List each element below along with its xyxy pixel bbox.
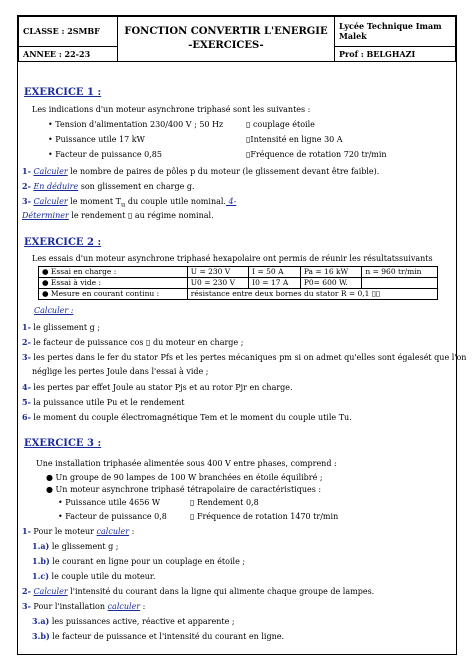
table-row <box>39 278 438 289</box>
q-number: 4- <box>22 382 31 392</box>
ex3-question-3b <box>32 631 284 642</box>
ex2-question-6 <box>22 412 352 423</box>
ex1-question-4 <box>22 211 214 221</box>
exercise-3-title: EXERCICE 3 : <box>24 438 102 449</box>
q-keyword: calculer <box>96 527 130 536</box>
ex1-bullet-3a: • Facteur de puissance 0,85 <box>48 150 162 159</box>
table-row <box>39 267 438 278</box>
ex3-question-3a <box>32 616 235 627</box>
q-number: 1.b) <box>32 556 50 566</box>
ex3-question-1c <box>32 571 155 582</box>
ex2-question-5 <box>22 397 184 408</box>
q-number: 1.c) <box>32 571 50 581</box>
ex1-question-2 <box>22 181 195 192</box>
q-number: 1.a) <box>32 541 50 551</box>
table-cell: I0 = 17 A <box>249 278 301 289</box>
table-cell: résistance entre deux bornes du stator R = 0,1 ▯▯ <box>187 289 437 300</box>
q-keyword: Calculer <box>33 167 68 176</box>
ex2-question-3-cont: néglige les pertes Joule dans l'essai à vide ; <box>32 367 209 376</box>
q-number: 3- <box>22 196 31 206</box>
q-text: du couple utile nominal. <box>125 197 226 206</box>
q-text: le glissement g ; <box>49 542 119 551</box>
q-text: le moment T <box>67 197 121 206</box>
ex2-question-2 <box>22 337 243 348</box>
q-text: le couple utile du moteur. <box>49 572 156 581</box>
ex3-bullet-2: ● Un moteur asynchrone triphasé tétrapolaire de caractéristiques : <box>46 485 322 494</box>
ex3-sub-2a: • Facteur de puissance 0,8 <box>58 512 167 521</box>
annee-label: ANNEE : 22-23 <box>19 46 118 61</box>
exercise-1-title: EXERCICE 1 : <box>24 87 102 98</box>
q-number: 1- <box>22 526 31 536</box>
ex2-calculer: Calculer : <box>34 306 74 315</box>
ex3-intro: Une installation triphasée alimentée sous 400 V entre phases, comprend : <box>36 459 337 468</box>
ex3-sub-1b: ▯ Rendement 0,8 <box>190 498 259 507</box>
table-cell: ● Mesure en courant continu : <box>39 289 188 300</box>
q-number: 2- <box>22 586 31 596</box>
ex1-bullet-2a: • Puissance utile 17 kW <box>48 135 145 144</box>
q-number: 2- <box>22 181 31 191</box>
q-number: 1- <box>22 322 31 332</box>
table-cell: Pa = 16 kW <box>300 267 362 278</box>
ex1-bullet-1a: • Tension d'alimentation 230/400 V ; 50 Hz <box>48 120 224 129</box>
q-text: l'intensité du courant dans la ligne qui alimente chaque groupe de lampes. <box>67 587 375 596</box>
q-number: 6- <box>22 412 31 422</box>
q-text: Pour l'installation <box>30 602 108 611</box>
table-cell <box>362 278 438 289</box>
ex2-question-3 <box>22 352 466 363</box>
q-text: le moment du couple électromagnétique Tem et le moment du couple utile Tu. <box>30 413 352 422</box>
q-keyword: Calculer <box>33 587 68 596</box>
table-cell: ● Essai en charge : <box>39 267 188 278</box>
q-text: son glissement en charge g. <box>78 182 195 191</box>
q-text: les pertes par effet Joule au stator Pjs et au rotor Pjr en charge. <box>30 383 293 392</box>
q-number: 3.b) <box>32 631 50 641</box>
header <box>18 16 456 62</box>
q-subscript: u <box>121 200 126 209</box>
q-text: la puissance utile Pu et le rendement <box>30 398 185 407</box>
table-cell: U = 230 V <box>187 267 248 278</box>
q-text: les puissances active, réactive et apparente ; <box>49 617 235 626</box>
ex1-bullet-1b: ▯ couplage étoile <box>246 120 315 129</box>
q-number: 3- <box>22 601 31 611</box>
document-title <box>118 17 335 62</box>
q-text: le facteur de puissance cos ▯ du moteur en charge ; <box>30 338 244 347</box>
ex3-question-1 <box>22 526 134 537</box>
prof-label: Prof : BELGHAZI <box>335 46 456 61</box>
q-number-4: 4- <box>225 197 237 206</box>
q-number: 1- <box>22 166 31 176</box>
table-cell: n = 960 tr/min <box>362 267 438 278</box>
ex1-question-3 <box>22 196 236 210</box>
ex1-question-1 <box>22 166 379 177</box>
ex3-question-1a <box>32 541 118 552</box>
lycee-label: Lycée Technique Imam Malek <box>335 17 456 47</box>
q-text: le facteur de puissance et l'intensité du courant en ligne. <box>49 632 284 641</box>
title-line-1: FONCTION CONVERTIR L'ENERGIE <box>124 26 328 37</box>
ex1-intro: Les indications d'un moteur asynchrone triphasé sont les suivantes : <box>32 105 311 114</box>
q-text: : <box>140 602 146 611</box>
ex2-intro: Les essais d'un moteur asynchrone triphasé hexapolaire ont permis de réunir les résultatssuivants <box>32 254 433 263</box>
q-text: : <box>129 527 135 536</box>
q-number: 5- <box>22 397 31 407</box>
ex1-bullet-3b: ▯Fréquence de rotation 720 tr/min <box>246 150 387 159</box>
q-keyword: En déduire <box>33 182 79 191</box>
q-keyword: Calculer <box>33 197 68 206</box>
table-cell: P0= 600 W. <box>300 278 362 289</box>
q-text: le nombre de paires de pôles p du moteur (le glissement devant être faible). <box>67 167 380 176</box>
exercise-2-title: EXERCICE 2 : <box>24 237 102 248</box>
q-number: 3- <box>22 352 31 362</box>
ex3-sub-2b: ▯ Fréquence de rotation 1470 tr/min <box>190 512 339 521</box>
q-text: le rendement ▯ au régime nominal. <box>68 211 214 220</box>
ex1-bullet-2b: ▯Intensité en ligne 30 A <box>246 135 343 144</box>
q-number: 2- <box>22 337 31 347</box>
table-cell: ● Essai à vide : <box>39 278 188 289</box>
ex2-question-1 <box>22 322 100 333</box>
q-text: les pertes dans le fer du stator Pfs et les pertes mécaniques pm si on admet qu'elles sont égalesét que l'on <box>30 353 467 362</box>
page-frame <box>17 15 467 655</box>
q-number: 3.a) <box>32 616 50 626</box>
q-text: Pour le moteur <box>30 527 97 536</box>
table-cell: U0 = 230 V <box>187 278 248 289</box>
classe-label: CLASSE : 2SMBF <box>19 17 118 47</box>
q-keyword: Déterminer <box>22 211 69 220</box>
q-text: le glissement g ; <box>30 323 101 332</box>
ex3-bullet-1: ● Un groupe de 90 lampes de 100 W branchées en étoile équilibré ; <box>46 473 323 482</box>
ex3-question-3 <box>22 601 145 612</box>
ex3-sub-1a: • Puissance utile 4656 W <box>58 498 161 507</box>
q-text: le courant en ligne pour un couplage en étoile ; <box>49 557 246 566</box>
table-row <box>39 289 438 300</box>
title-line-2: -EXERCICES- <box>188 40 264 51</box>
ex3-question-2 <box>22 586 374 597</box>
ex2-question-4 <box>22 382 293 393</box>
test-results-table <box>38 266 438 300</box>
table-cell: I = 50 A <box>249 267 301 278</box>
ex3-question-1b <box>32 556 245 567</box>
q-keyword: calculer <box>107 602 141 611</box>
